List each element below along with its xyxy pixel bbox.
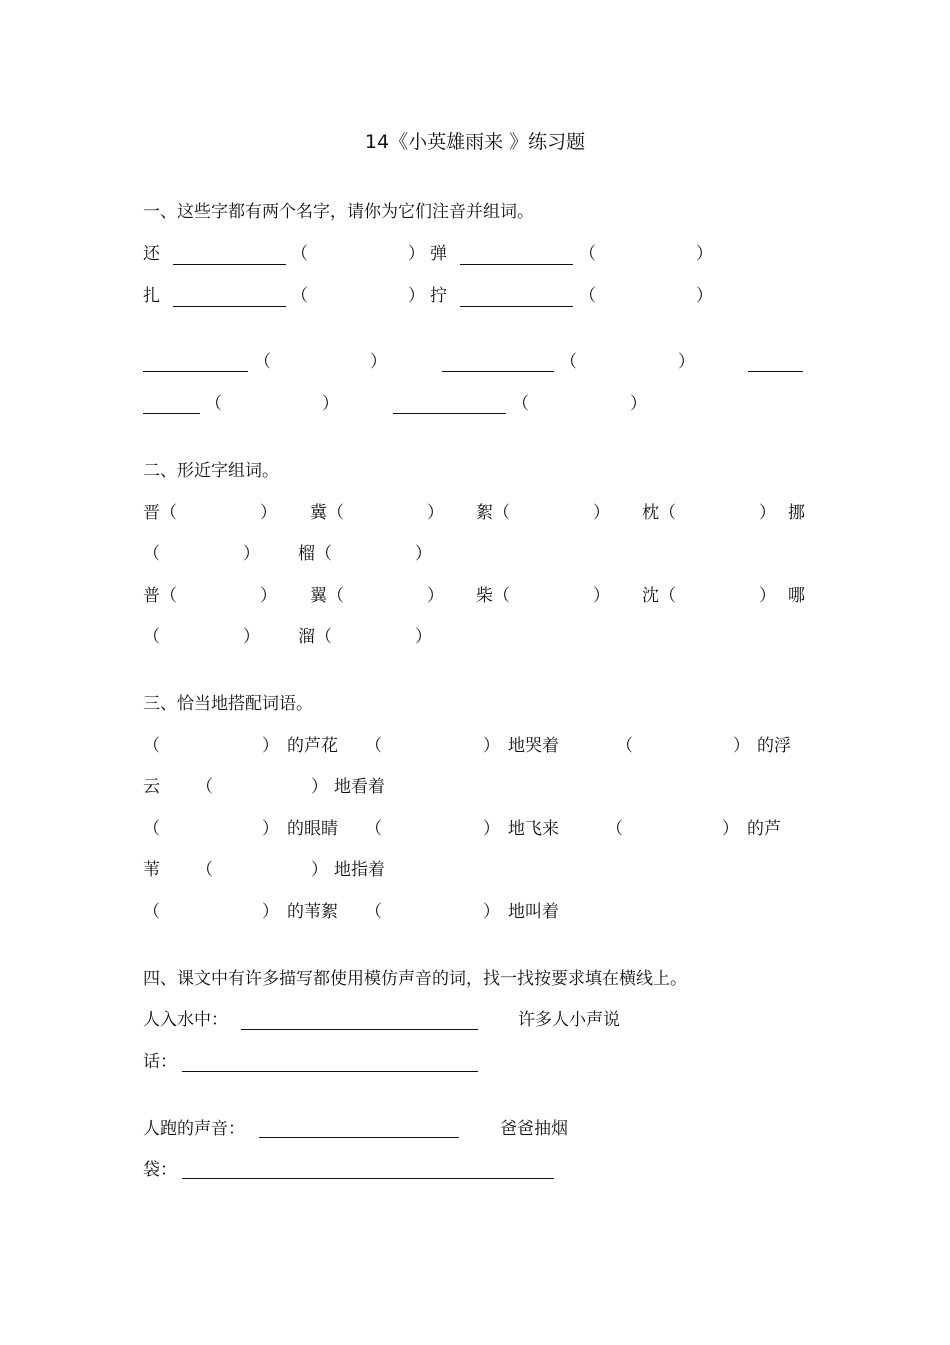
- close-paren: ）: [483, 902, 500, 922]
- section-1-heading: 一、这些字都有两个名字，请你为它们注音并组词。: [143, 202, 534, 222]
- close-paren: ）: [722, 819, 739, 839]
- char-huan: 还: [143, 244, 160, 264]
- close-paren: ）: [593, 503, 610, 523]
- sound-label: 袋：: [143, 1160, 177, 1180]
- open-paren: （: [606, 819, 623, 839]
- pinyin-blank[interactable]: [143, 413, 200, 414]
- close-paren: ）: [370, 352, 387, 372]
- close-paren: ）: [262, 902, 279, 922]
- close-paren: ）: [260, 503, 277, 523]
- phrase-item: 苇: [143, 860, 160, 880]
- open-paren: （: [579, 286, 596, 306]
- open-paren: （: [365, 902, 382, 922]
- open-paren: （: [659, 586, 676, 606]
- phrase-item: 的苇絮: [287, 902, 338, 922]
- open-paren: （: [291, 244, 308, 264]
- phrase-item: 地指着: [334, 860, 385, 880]
- pinyin-blank[interactable]: [173, 306, 286, 307]
- close-paren: ）: [322, 394, 339, 414]
- pinyin-blank[interactable]: [173, 264, 286, 265]
- open-paren: （: [160, 503, 177, 523]
- close-paren: ）: [427, 586, 444, 606]
- open-paren: （: [143, 736, 160, 756]
- close-paren: ）: [427, 503, 444, 523]
- open-paren: （: [160, 586, 177, 606]
- phrase-item: 的芦花: [287, 736, 338, 756]
- char-zha: 扎: [143, 286, 160, 306]
- open-paren: （: [579, 244, 596, 264]
- char-pu: 普: [143, 586, 160, 606]
- open-paren: （: [365, 819, 382, 839]
- char-zhen: 枕: [642, 503, 659, 523]
- sound-label: 人入水中：: [143, 1010, 228, 1030]
- pinyin-blank[interactable]: [460, 264, 573, 265]
- open-paren: （: [291, 286, 308, 306]
- pinyin-blank[interactable]: [442, 371, 554, 372]
- char-liu: 榴: [298, 544, 315, 564]
- answer-blank[interactable]: [241, 1029, 478, 1030]
- close-paren: ）: [733, 736, 750, 756]
- sound-label: 爸爸抽烟: [500, 1119, 568, 1139]
- pinyin-blank[interactable]: [748, 371, 803, 372]
- close-paren: ）: [759, 586, 776, 606]
- char-nuo: 挪: [788, 503, 805, 523]
- open-paren: （: [327, 503, 344, 523]
- sound-label: 许多人小声说: [518, 1010, 620, 1030]
- phrase-item: 的眼睛: [287, 819, 338, 839]
- phrase-item: 的浮: [757, 736, 791, 756]
- phrase-item: 地看着: [334, 777, 385, 797]
- phrase-item: 地叫着: [508, 902, 559, 922]
- close-paren: ）: [262, 819, 279, 839]
- close-paren: ）: [696, 286, 713, 306]
- close-paren: ）: [243, 627, 260, 647]
- pinyin-blank[interactable]: [143, 371, 248, 372]
- close-paren: ）: [311, 777, 328, 797]
- open-paren: （: [315, 544, 332, 564]
- close-paren: ）: [262, 736, 279, 756]
- char-xu: 絮: [476, 503, 493, 523]
- close-paren: ）: [415, 627, 432, 647]
- section-3-heading: 三、恰当地搭配词语。: [143, 694, 313, 714]
- open-paren: （: [143, 819, 160, 839]
- phrase-item: 地飞来: [508, 819, 559, 839]
- char-yi: 翼: [310, 586, 327, 606]
- page-title: 14《小英雄雨来 》练习题: [364, 131, 586, 153]
- open-paren: （: [493, 586, 510, 606]
- close-paren: ）: [678, 352, 695, 372]
- close-paren: ）: [408, 286, 425, 306]
- open-paren: （: [616, 736, 633, 756]
- char-chai: 柴: [476, 586, 493, 606]
- close-paren: ）: [415, 544, 432, 564]
- sound-label: 话：: [143, 1052, 177, 1072]
- close-paren: ）: [696, 244, 713, 264]
- phrase-item: 云: [143, 777, 160, 797]
- close-paren: ）: [630, 394, 647, 414]
- open-paren: （: [365, 736, 382, 756]
- close-paren: ）: [311, 860, 328, 880]
- open-paren: （: [512, 394, 529, 414]
- section-2-heading: 二、形近字组词。: [143, 461, 279, 481]
- section-4-heading: 四、课文中有许多描写都使用模仿声音的词，找一找按要求填在横线上。: [143, 969, 687, 989]
- pinyin-blank[interactable]: [393, 413, 506, 414]
- char-jin: 晋: [143, 503, 160, 523]
- open-paren: （: [560, 352, 577, 372]
- answer-blank[interactable]: [259, 1137, 459, 1138]
- close-paren: ）: [483, 819, 500, 839]
- close-paren: ）: [759, 503, 776, 523]
- char-na: 哪: [788, 586, 805, 606]
- open-paren: （: [205, 394, 222, 414]
- open-paren: （: [254, 352, 271, 372]
- phrase-item: 地哭着: [508, 736, 559, 756]
- open-paren: （: [315, 627, 332, 647]
- open-paren: （: [143, 544, 160, 564]
- open-paren: （: [659, 503, 676, 523]
- char-shen: 沈: [642, 586, 659, 606]
- phrase-item: 的芦: [747, 819, 781, 839]
- close-paren: ）: [260, 586, 277, 606]
- sound-label: 人跑的声音：: [143, 1119, 245, 1139]
- close-paren: ）: [593, 586, 610, 606]
- pinyin-blank[interactable]: [460, 306, 573, 307]
- open-paren: （: [327, 586, 344, 606]
- answer-blank[interactable]: [182, 1071, 478, 1072]
- close-paren: ）: [243, 544, 260, 564]
- close-paren: ）: [408, 244, 425, 264]
- char-ji: 冀: [310, 503, 327, 523]
- open-paren: （: [143, 627, 160, 647]
- open-paren: （: [196, 777, 213, 797]
- open-paren: （: [493, 503, 510, 523]
- open-paren: （: [143, 902, 160, 922]
- char-ning: 拧: [430, 286, 447, 306]
- close-paren: ）: [483, 736, 500, 756]
- answer-blank[interactable]: [182, 1178, 554, 1179]
- char-dan: 弹: [430, 244, 447, 264]
- char-liu2: 溜: [298, 627, 315, 647]
- open-paren: （: [196, 860, 213, 880]
